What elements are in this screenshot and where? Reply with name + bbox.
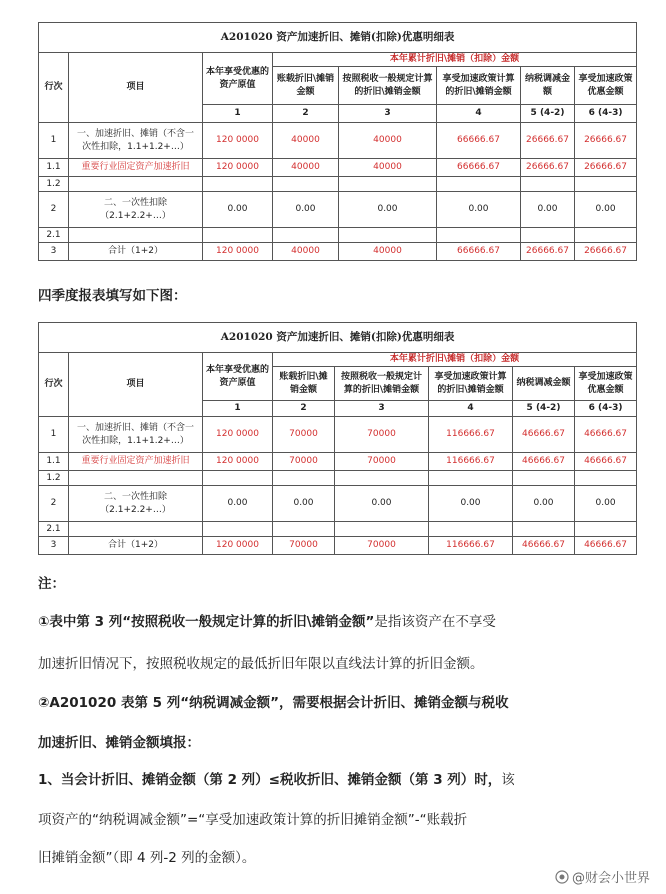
cell: 0.00	[575, 192, 637, 228]
note-2-line-1	[38, 695, 638, 711]
note-3-cont2: 旧摊销金额”（即 4 列-2 列的金额）。	[38, 850, 256, 866]
cell	[575, 522, 637, 537]
row-item: 二、一次性扣除（2.1+2.2+…）	[69, 486, 203, 522]
cell: 0.00	[203, 192, 273, 228]
cell: 120 0000	[203, 417, 273, 453]
note-1-rest: 是指该资产在不享受	[374, 614, 496, 630]
section-heading	[38, 288, 638, 304]
table-row	[39, 177, 637, 192]
row-item: 合计（1+2）	[69, 537, 203, 555]
cell	[521, 228, 575, 243]
row-item: 重要行业固定资产加速折旧	[69, 159, 203, 177]
cell: 26666.67	[521, 159, 575, 177]
row-line: 2	[39, 486, 69, 522]
colnum: 6 (4-3)	[575, 105, 637, 123]
cell: 70000	[273, 537, 335, 555]
table-row	[39, 453, 637, 471]
note-3-line-3	[38, 850, 638, 866]
cell	[273, 522, 335, 537]
cell: 40000	[339, 123, 437, 159]
cell	[575, 228, 637, 243]
cell	[513, 522, 575, 537]
note-3-cont: 项资产的“纳税调减金额”=“享受加速政策计算的折旧摊销金额”-“账载折	[38, 812, 468, 828]
cell: 66666.67	[437, 123, 521, 159]
cell: 46666.67	[513, 453, 575, 471]
note-2-text: ②A201020 表第 5 列“纳税调减金额”，需要根据会计折旧、摊销金额与税收	[38, 695, 509, 711]
table-row	[39, 486, 637, 522]
note-3-line-2	[38, 812, 638, 828]
watermark-logo-icon	[555, 870, 569, 884]
cell	[273, 228, 339, 243]
cell: 70000	[273, 453, 335, 471]
header-line: 行次	[39, 53, 69, 123]
row-item	[69, 471, 203, 486]
row-line: 2	[39, 192, 69, 228]
cell: 120 0000	[203, 537, 273, 555]
cell: 116666.67	[429, 453, 513, 471]
cell: 70000	[273, 417, 335, 453]
header-group	[273, 53, 637, 67]
cell: 46666.67	[575, 537, 637, 555]
cell: 116666.67	[429, 417, 513, 453]
note-3-rest: 该	[501, 772, 515, 788]
row-line: 1	[39, 417, 69, 453]
row-item	[69, 228, 203, 243]
cell	[273, 177, 339, 192]
cell: 0.00	[575, 486, 637, 522]
cell: 0.00	[273, 486, 335, 522]
cell: 40000	[339, 159, 437, 177]
colnum: 4	[429, 401, 513, 417]
cell: 26666.67	[575, 159, 637, 177]
table-row	[39, 471, 637, 486]
table-title: A201020 资产加速折旧、摊销(扣除)优惠明细表	[39, 323, 637, 353]
cell: 70000	[335, 453, 429, 471]
group-header-text: 本年累计折旧\摊销（扣除）金额	[389, 54, 520, 65]
row-line: 3	[39, 243, 69, 261]
colnum: 5 (4-2)	[513, 401, 575, 417]
cell	[203, 177, 273, 192]
cell	[575, 471, 637, 486]
cell: 0.00	[429, 486, 513, 522]
note-1-line-2	[38, 656, 638, 672]
table-row	[39, 228, 637, 243]
colnum: 2	[273, 105, 339, 123]
cell: 120 0000	[203, 243, 273, 261]
cell	[273, 471, 335, 486]
row-line: 3	[39, 537, 69, 555]
row-line: 1.1	[39, 159, 69, 177]
note-1-line-1	[38, 614, 638, 630]
cell: 26666.67	[575, 123, 637, 159]
cell: 46666.67	[575, 417, 637, 453]
colnum: 2	[273, 401, 335, 417]
row-item: 重要行业固定资产加速折旧	[69, 453, 203, 471]
row-line: 1	[39, 123, 69, 159]
colnum: 1	[203, 401, 273, 417]
cell: 70000	[335, 417, 429, 453]
table-a201020-q3	[38, 22, 636, 261]
cell: 0.00	[335, 486, 429, 522]
row-item	[69, 177, 203, 192]
header-tax: 按照税收一般规定计算的折旧\摊销金额	[339, 67, 437, 105]
table-row	[39, 243, 637, 261]
table-row	[39, 123, 637, 159]
cell: 26666.67	[521, 243, 575, 261]
header-book: 账载折旧\摊销金额	[273, 367, 335, 401]
header-pref: 享受加速政策优惠金额	[575, 367, 637, 401]
colnum: 3	[335, 401, 429, 417]
cell: 0.00	[521, 192, 575, 228]
watermark	[555, 867, 650, 886]
watermark-text: @财会小世界	[571, 871, 650, 886]
cell: 46666.67	[513, 417, 575, 453]
row-item: 一、加速折旧、摊销（不含一次性扣除，1.1+1.2+…）	[69, 417, 203, 453]
header-item: 项目	[69, 53, 203, 123]
table-title: A201020 资产加速折旧、摊销(扣除)优惠明细表	[39, 23, 637, 53]
colnum: 3	[339, 105, 437, 123]
table-row	[39, 159, 637, 177]
header-pref: 享受加速政策优惠金额	[575, 67, 637, 105]
header-adj: 纳税调减金额	[513, 367, 575, 401]
note-3-line-1	[38, 772, 638, 788]
notes-label	[38, 576, 638, 592]
header-tax: 按照税收一般规定计算的折旧\摊销金额	[335, 367, 429, 401]
note-2-line-2	[38, 735, 638, 751]
cell	[339, 228, 437, 243]
cell: 0.00	[203, 486, 273, 522]
table-row	[39, 522, 637, 537]
cell	[521, 177, 575, 192]
row-line: 1.1	[39, 453, 69, 471]
cell: 40000	[273, 123, 339, 159]
row-item: 二、一次性扣除（2.1+2.2+…）	[69, 192, 203, 228]
header-orig: 本年享受优惠的资产原值	[203, 353, 273, 401]
cell: 40000	[339, 243, 437, 261]
note-3-bold: 1、当会计折旧、摊销金额（第 2 列）≤税收折旧、摊销金额（第 3 列）时，	[38, 772, 502, 788]
section-heading-text: 四季度报表填写如下图：	[38, 288, 187, 304]
cell	[203, 471, 273, 486]
cell: 70000	[335, 537, 429, 555]
header-book: 账载折旧\摊销金额	[273, 67, 339, 105]
cell	[575, 177, 637, 192]
header-orig: 本年享受优惠的资产原值	[203, 53, 273, 105]
cell	[513, 471, 575, 486]
table-a201020-q4	[38, 322, 636, 555]
cell: 26666.67	[521, 123, 575, 159]
table-row	[39, 417, 637, 453]
cell: 120 0000	[203, 453, 273, 471]
table-row	[39, 192, 637, 228]
table-row	[39, 537, 637, 555]
cell	[339, 177, 437, 192]
notes-label-text: 注：	[38, 576, 65, 592]
row-item: 一、加速折旧、摊销（不含一次性扣除，1.1+1.2+…）	[69, 123, 203, 159]
header-accel: 享受加速政策计算的折旧\摊销金额	[429, 367, 513, 401]
colnum: 1	[203, 105, 273, 123]
row-line: 2.1	[39, 522, 69, 537]
row-item	[69, 522, 203, 537]
row-line: 1.2	[39, 471, 69, 486]
cell: 46666.67	[575, 453, 637, 471]
cell: 0.00	[437, 192, 521, 228]
row-line: 1.2	[39, 177, 69, 192]
cell: 120 0000	[203, 123, 273, 159]
cell	[437, 228, 521, 243]
form-table	[38, 22, 637, 261]
header-group	[273, 353, 637, 367]
row-item: 合计（1+2）	[69, 243, 203, 261]
header-accel: 享受加速政策计算的折旧\摊销金额	[437, 67, 521, 105]
cell	[429, 471, 513, 486]
header-line: 行次	[39, 353, 69, 417]
cell	[203, 522, 273, 537]
header-item: 项目	[69, 353, 203, 417]
cell: 66666.67	[437, 243, 521, 261]
colnum: 6 (4-3)	[575, 401, 637, 417]
cell	[335, 522, 429, 537]
cell	[429, 522, 513, 537]
cell: 26666.67	[575, 243, 637, 261]
cell: 120 0000	[203, 159, 273, 177]
cell: 0.00	[513, 486, 575, 522]
cell	[437, 177, 521, 192]
cell	[335, 471, 429, 486]
note-2-cont: 加速折旧、摊销金额填报：	[38, 735, 200, 751]
form-table	[38, 322, 637, 555]
cell	[203, 228, 273, 243]
cell: 40000	[273, 159, 339, 177]
row-line: 2.1	[39, 228, 69, 243]
cell: 0.00	[339, 192, 437, 228]
header-adj: 纳税调减金额	[521, 67, 575, 105]
cell: 46666.67	[513, 537, 575, 555]
colnum: 4	[437, 105, 521, 123]
cell: 0.00	[273, 192, 339, 228]
note-1-cont: 加速折旧情况下，按照税收规定的最低折旧年限以直线法计算的折旧金额。	[38, 656, 484, 672]
cell: 66666.67	[437, 159, 521, 177]
cell: 116666.67	[429, 537, 513, 555]
group-header-text: 本年累计折旧\摊销（扣除）金额	[389, 354, 520, 365]
note-1-bold: ①表中第 3 列“按照税收一般规定计算的折旧\摊销金额”	[38, 614, 375, 630]
cell: 40000	[273, 243, 339, 261]
colnum: 5 (4-2)	[521, 105, 575, 123]
